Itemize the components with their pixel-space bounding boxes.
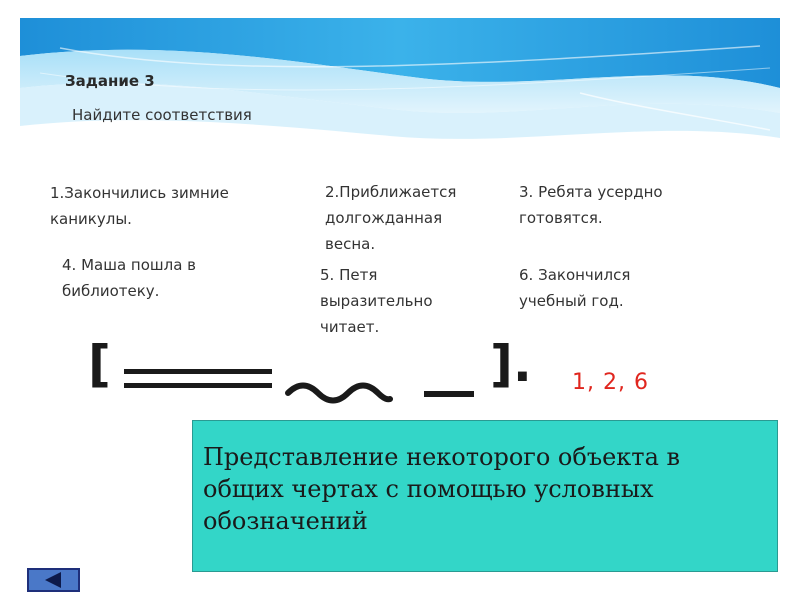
definition-box: [192, 420, 778, 572]
task-title: Задание 3: [65, 72, 155, 90]
task-instruction: Найдите соответствия: [72, 106, 252, 124]
sentence-5: 5. Петя выразительно читает.: [320, 266, 433, 336]
open-bracket: [: [88, 335, 111, 393]
short-line: [424, 389, 476, 401]
close-bracket: ].: [490, 335, 532, 393]
sentence-1: 1.Закончились зимние каникулы.: [50, 184, 229, 228]
wavy-line: [284, 379, 394, 407]
back-button[interactable]: [27, 568, 80, 592]
subject-double-line: [124, 361, 274, 395]
sentence-scheme: [88, 335, 538, 413]
definition-text: Представление некоторого объекта в общих чертах с помощью условных обозначений: [203, 443, 681, 535]
left-triangle-icon: [29, 570, 78, 590]
sentence-2: 2.Приближается долгожданная весна.: [325, 183, 457, 253]
sentence-3: 3. Ребята усердно готовятся.: [519, 183, 663, 227]
answer-numbers: 1, 2, 6: [572, 370, 649, 395]
sentence-6: 6. Закончился учебный год.: [519, 266, 631, 310]
sentence-4: 4. Маша пошла в библиотеку.: [62, 256, 196, 300]
